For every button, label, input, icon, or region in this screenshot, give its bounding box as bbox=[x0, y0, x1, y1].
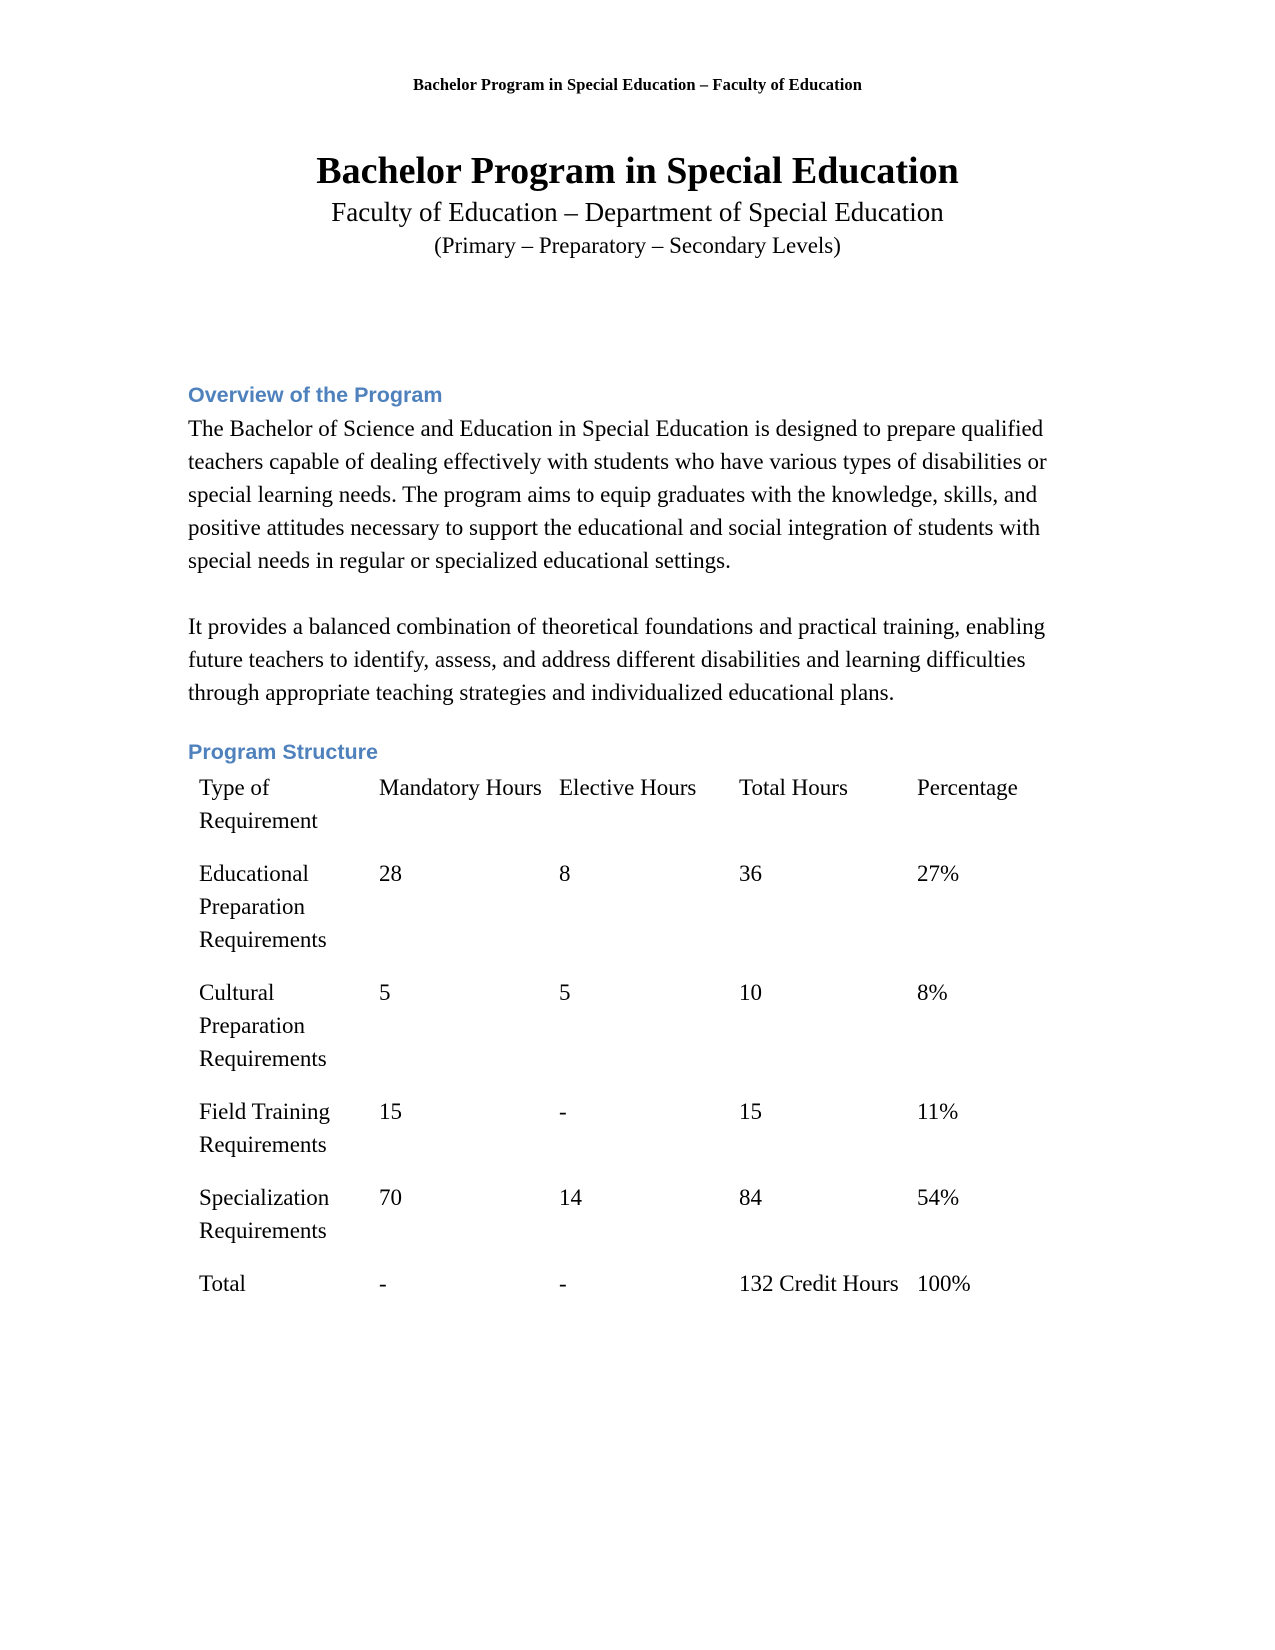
cell-type: Specialization Requirements bbox=[199, 1185, 330, 1243]
program-structure-section bbox=[188, 737, 1088, 1320]
title-block bbox=[0, 148, 1275, 262]
program-structure-table bbox=[199, 771, 1067, 1320]
cell-mandatory: 15 bbox=[379, 1099, 402, 1124]
cell-mandatory: 28 bbox=[379, 861, 402, 886]
cell-mandatory: 70 bbox=[379, 1185, 402, 1210]
table-row bbox=[199, 857, 1067, 976]
column-header-percentage: Percentage bbox=[917, 775, 1018, 800]
cell-total: 15 bbox=[739, 1099, 762, 1124]
table-row bbox=[199, 976, 1067, 1095]
cell-type: Cultural Preparation Requirements bbox=[199, 980, 327, 1071]
column-header-type: Type of Requirement bbox=[199, 775, 318, 833]
cell-percentage: 11% bbox=[917, 1099, 959, 1124]
column-header-elective: Elective Hours bbox=[559, 775, 697, 800]
cell-percentage: 8% bbox=[917, 980, 948, 1005]
levels-line: (Primary – Preparatory – Secondary Levels) bbox=[434, 233, 841, 258]
cell-mandatory: - bbox=[379, 1271, 387, 1296]
cell-elective: - bbox=[559, 1271, 567, 1296]
cell-percentage: 100% bbox=[917, 1271, 971, 1296]
table-header-row bbox=[199, 771, 1067, 857]
cell-mandatory: 5 bbox=[379, 980, 391, 1005]
running-header: Bachelor Program in Special Education – Faculty of Education bbox=[412, 75, 863, 94]
column-header-total: Total Hours bbox=[739, 775, 848, 800]
table-row-total bbox=[199, 1267, 1067, 1320]
overview-paragraph-2: It provides a balanced combination of theoretical foundations and practical training, enabling future teachers to identify, assess, and address different disabilities and learning difficulties through appropriate teaching strategies and individualized educational plans. bbox=[188, 614, 1046, 705]
cell-total: 132 Credit Hours bbox=[739, 1271, 899, 1296]
cell-type: Field Training Requirements bbox=[199, 1099, 331, 1157]
cell-percentage: 54% bbox=[917, 1185, 960, 1210]
cell-total: 84 bbox=[739, 1185, 762, 1210]
cell-total: 10 bbox=[739, 980, 762, 1005]
cell-elective: 5 bbox=[559, 980, 571, 1005]
cell-type: Total bbox=[199, 1271, 246, 1296]
overview-section bbox=[188, 380, 1088, 709]
cell-type: Educational Preparation Requirements bbox=[199, 861, 327, 952]
column-header-mandatory: Mandatory Hours bbox=[379, 775, 542, 800]
page-title: Bachelor Program in Special Education bbox=[316, 150, 959, 192]
cell-elective: 14 bbox=[559, 1185, 582, 1210]
cell-elective: - bbox=[559, 1099, 567, 1124]
structure-heading: Program Structure bbox=[188, 740, 378, 764]
table-row bbox=[199, 1095, 1067, 1181]
cell-percentage: 27% bbox=[917, 861, 960, 886]
overview-heading: Overview of the Program bbox=[188, 383, 443, 407]
cell-elective: 8 bbox=[559, 861, 571, 886]
table-row bbox=[199, 1181, 1067, 1267]
cell-total: 36 bbox=[739, 861, 762, 886]
overview-paragraph-1: The Bachelor of Science and Education in Special Education is designed to prepare qualified teachers capable of dealing effectively with students who have various types of disabilities or special learning needs. The program aims to equip graduates with the knowledge, skills, and positive attitudes necessary to support the educational and social integration of students with special needs in regular or specialized educational settings. bbox=[188, 416, 1047, 573]
page-subtitle: Faculty of Education – Department of Special Education bbox=[331, 197, 944, 227]
